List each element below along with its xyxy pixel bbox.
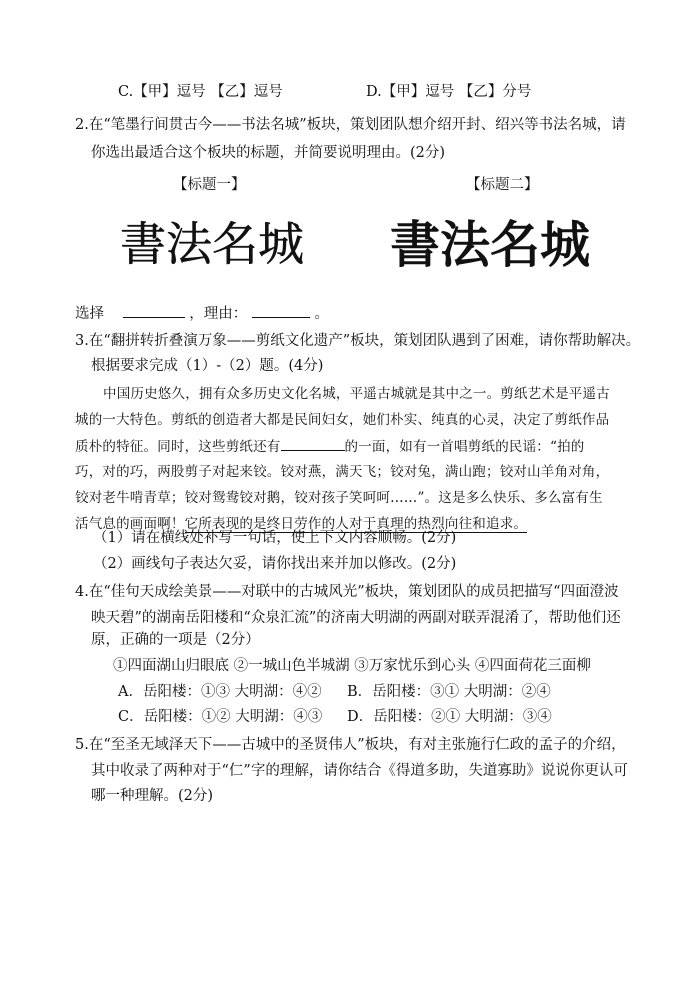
q5-line-3: 哪一种理解。(2分) [91, 788, 214, 804]
regular-script-calligraphy-image [386, 210, 616, 274]
seal-script-calligraphy-image [118, 214, 324, 272]
title2-label: 【标题二】 [466, 177, 539, 193]
q4-option-b[interactable]: B．岳阳楼：③① 大明湖：②④ [347, 684, 551, 700]
q1-option-d: D.【甲】逗号 【乙】分号 [366, 84, 532, 100]
seal-script-text: 書法名城 [120, 217, 304, 271]
passage-line-3-part-a: 质朴的特征。同时，这些剪纸还有 [75, 439, 281, 455]
q1-option-c: C.【甲】逗号 【乙】逗号 [118, 84, 283, 100]
q3-line-1: 3.在“翻拼转折叠演万象——剪纸文化遗产”板块，策划团队遇到了困难，请你帮助解决。 [75, 333, 641, 349]
q4-option-c[interactable]: C．岳阳楼：①② 大明湖：④③ [118, 709, 323, 725]
q3-sub-1: （1）请在横线处补写一句话，使上下文内容顺畅。(2分) [93, 530, 457, 546]
regular-script-text: 書法名城 [390, 216, 590, 274]
underlined-sentence: 它所表现的是终日劳作的人对于真理的热烈向往和追求。 [184, 516, 528, 532]
title1-label: 【标题一】 [173, 177, 246, 193]
passage-line-3 [75, 436, 585, 457]
answer-end: 。 [314, 306, 329, 322]
q2-line-2: 你选出最适合这个板块的标题，并简要说明理由。(2分) [91, 145, 446, 161]
q2-line-1: 2.在“笔墨行间贯古今——书法名城”板块，策划团队想介绍开封、绍兴等书法名城，请 [75, 117, 626, 133]
reason-blank[interactable] [252, 303, 310, 318]
passage-line-3-part-b: 的一面，如有一首唱剪纸的民谣：“拍的 [344, 439, 585, 455]
answer-reason-label: ，理由： [189, 306, 248, 322]
q4-line-1: 4.在“佳句天成绘美景——对联中的古城风光”板块，策划团队的成员把描写“四面澄波 [75, 584, 619, 600]
q3-line-2: 根据要求完成（1）-（2）题。(4分) [91, 358, 324, 374]
q4-couplet-items: ①四面湖山归眼底 ②一城山色半城湖 ③万家忧乐到心头 ④四面荷花三面柳 [113, 658, 591, 674]
q4-line-3: 原，正确的一项是（2分） [91, 632, 260, 648]
q5-line-1: 5.在“至圣无域泽天下——古城中的圣贤伟人”板块，有对主张施行仁政的孟子的介绍， [75, 737, 626, 753]
q3-sub-2: （2）画线句子表达欠妥，请你找出来并加以修改。(2分) [93, 556, 457, 572]
passage-line-4: 巧，对的巧，两股剪子对起来铰。铰对燕，满天飞；铰对兔，满山跑；铰对山羊角对角， [75, 464, 610, 480]
q5-line-2: 其中收录了两种对于“仁”字的理解，请你结合《得道多助，失道寡助》说说你更认可 [91, 763, 628, 779]
fill-in-blank[interactable] [281, 436, 345, 451]
choice-blank[interactable] [123, 303, 185, 318]
q4-line-2: 映天碧”的湖南岳阳楼和“众泉汇流”的济南大明湖的两副对联弄混淆了，帮助他们还 [91, 610, 621, 626]
answer-choose-label: 选择 [75, 306, 104, 322]
passage-line-5: 铰对老牛啃青草；铰对鸳鸯铰对鹅，铰对孩子笑呵呵……”。这是多么快乐、多么富有生 [75, 490, 603, 506]
q4-option-a[interactable]: A．岳阳楼：①③ 大明湖：④② [118, 684, 322, 700]
passage-line-1: 中国历史悠久，拥有众多历史文化名城，平遥古城就是其中之一。剪纸艺术是平遥古 [103, 386, 610, 402]
passage-line-6-part-a: 活气息的画面啊！ [75, 516, 185, 532]
passage-line-2: 城的一大特色。剪纸的创造者大都是民间妇女，她们朴实、纯真的心灵，决定了剪纸作品 [75, 412, 610, 428]
q4-option-d[interactable]: D．岳阳楼：②① 大明湖：③④ [347, 709, 552, 725]
q2-answer-line [75, 303, 329, 324]
